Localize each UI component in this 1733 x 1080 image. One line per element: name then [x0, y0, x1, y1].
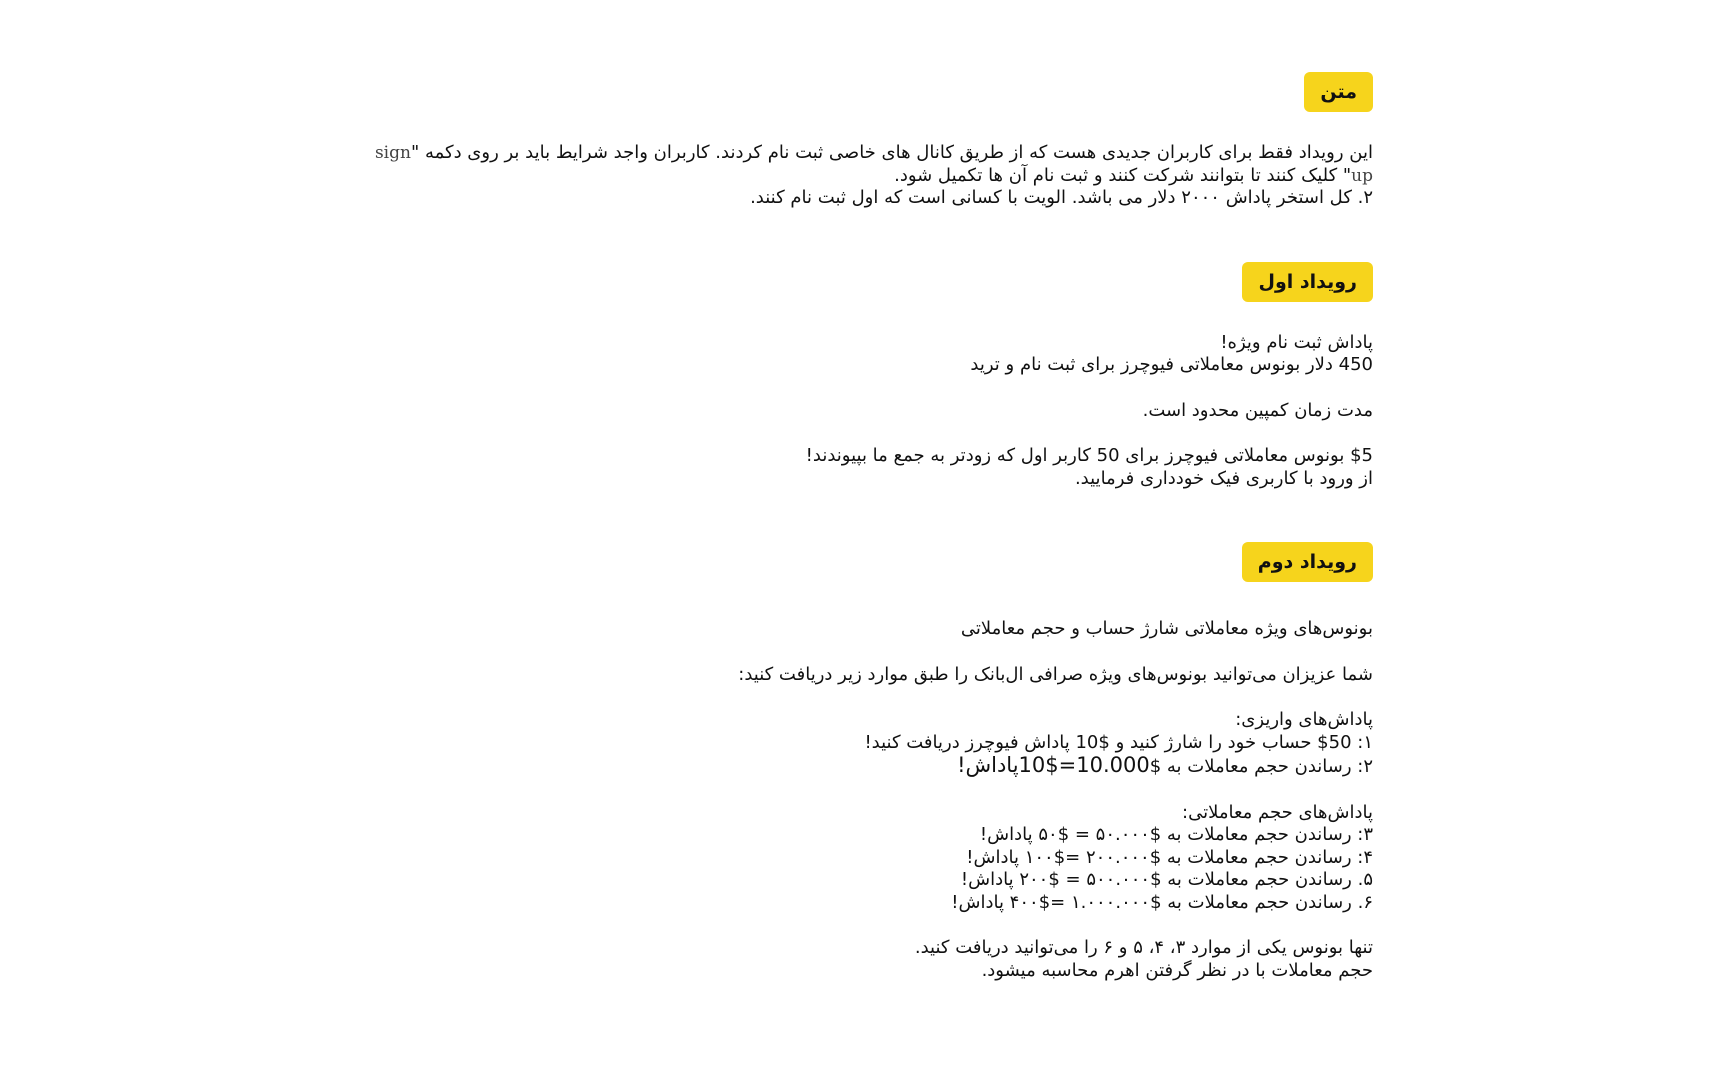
event2-deposit-title: پاداش‌های واریزی:: [1235, 709, 1373, 730]
badge-row: [393, 72, 1373, 112]
text-line-1: این رویداد فقط برای کاربران جدیدی هست که از طریق کانال های خاصی ثبت نام کردند. کاربران واجد شرایط باید بر روی دکمه "sign: [374, 142, 1373, 163]
event2-note-1: تنها بونوس یکی از موارد ۳، ۴، ۵ و ۶ را می‌توانید دریافت کنید.: [914, 937, 1373, 958]
event1-bonus-line: $5 بونوس معاملاتی فیوچرز برای 50 کاربر اول که زودتر به جمع ما بپیوندند!: [805, 445, 1373, 466]
event2-heading: بونوس‌های ویژه معاملاتی شارژ حساب و حجم معاملاتی: [960, 618, 1373, 639]
event2-deposit-1: ۱: $50 حساب خود را شارژ کنید و $10 پاداش فیوچرز دریافت کنید!: [864, 731, 1373, 753]
event2-volume-item: ۶. رساندن حجم معاملات به $۱.۰۰۰.۰۰۰ =$۴۰۰ پاداش!: [951, 891, 1373, 913]
event1-warning: از ورود با کاربری فیک خودداری فرمایید.: [1074, 467, 1373, 489]
badge-row: [393, 262, 1373, 302]
event2-volume-item: ۴: رساندن حجم معاملات به $۲۰۰.۰۰۰ =$۱۰۰ پاداش!: [966, 846, 1373, 868]
section-title-text: متن: [1304, 72, 1373, 112]
section-title-event-2: رویداد دوم: [1242, 542, 1373, 582]
section-text: [374, 72, 1373, 210]
event2-volume-title: پاداش‌های حجم معاملاتی:: [1182, 801, 1373, 823]
content-column: [374, 72, 1373, 982]
event2-note-2: حجم معاملات با در نظر گرفتن اهرم محاسبه میشود.: [981, 959, 1373, 981]
event2-deposit-2: ۲: رساندن حجم معاملات به $10.000=$10پاداش!: [957, 753, 1373, 777]
section-title-event-1: رویداد اول: [1242, 262, 1373, 302]
event2-volume-item: ۵. رساندن حجم معاملات به $۵۰۰.۰۰۰ = $۲۰۰ پاداش!: [960, 869, 1373, 890]
event1-reward-title: پاداش ثبت نام ویژه!: [1220, 331, 1373, 353]
event2-intro: شما عزیزان می‌توانید بونوس‌های ویژه صرافی ال‌بانک را طبق موارد زیر دریافت کنید:: [738, 663, 1373, 685]
section-event-1: [393, 262, 1373, 491]
text-line-2: ۲. کل استخر پاداش ۲۰۰۰ دلار می باشد. الویت با کسانی است که اول ثبت نام کنند.: [750, 187, 1373, 208]
badge-row: [393, 542, 1373, 582]
event2-volume-item: ۳: رساندن حجم معاملات به $۵۰.۰۰۰ = $۵۰ پاداش!: [979, 824, 1373, 845]
section-event-2: [393, 542, 1373, 982]
event1-limited: مدت زمان کمپین محدود است.: [1142, 399, 1373, 421]
text-line-1-cont: up" کلیک کنند تا بتوانند شرکت کنند و ثبت نام آن ها تکمیل شود.: [894, 164, 1373, 186]
event1-reward-line: 450 دلار بونوس معاملاتی فیوچرز برای ثبت نام و ترید: [970, 354, 1373, 375]
